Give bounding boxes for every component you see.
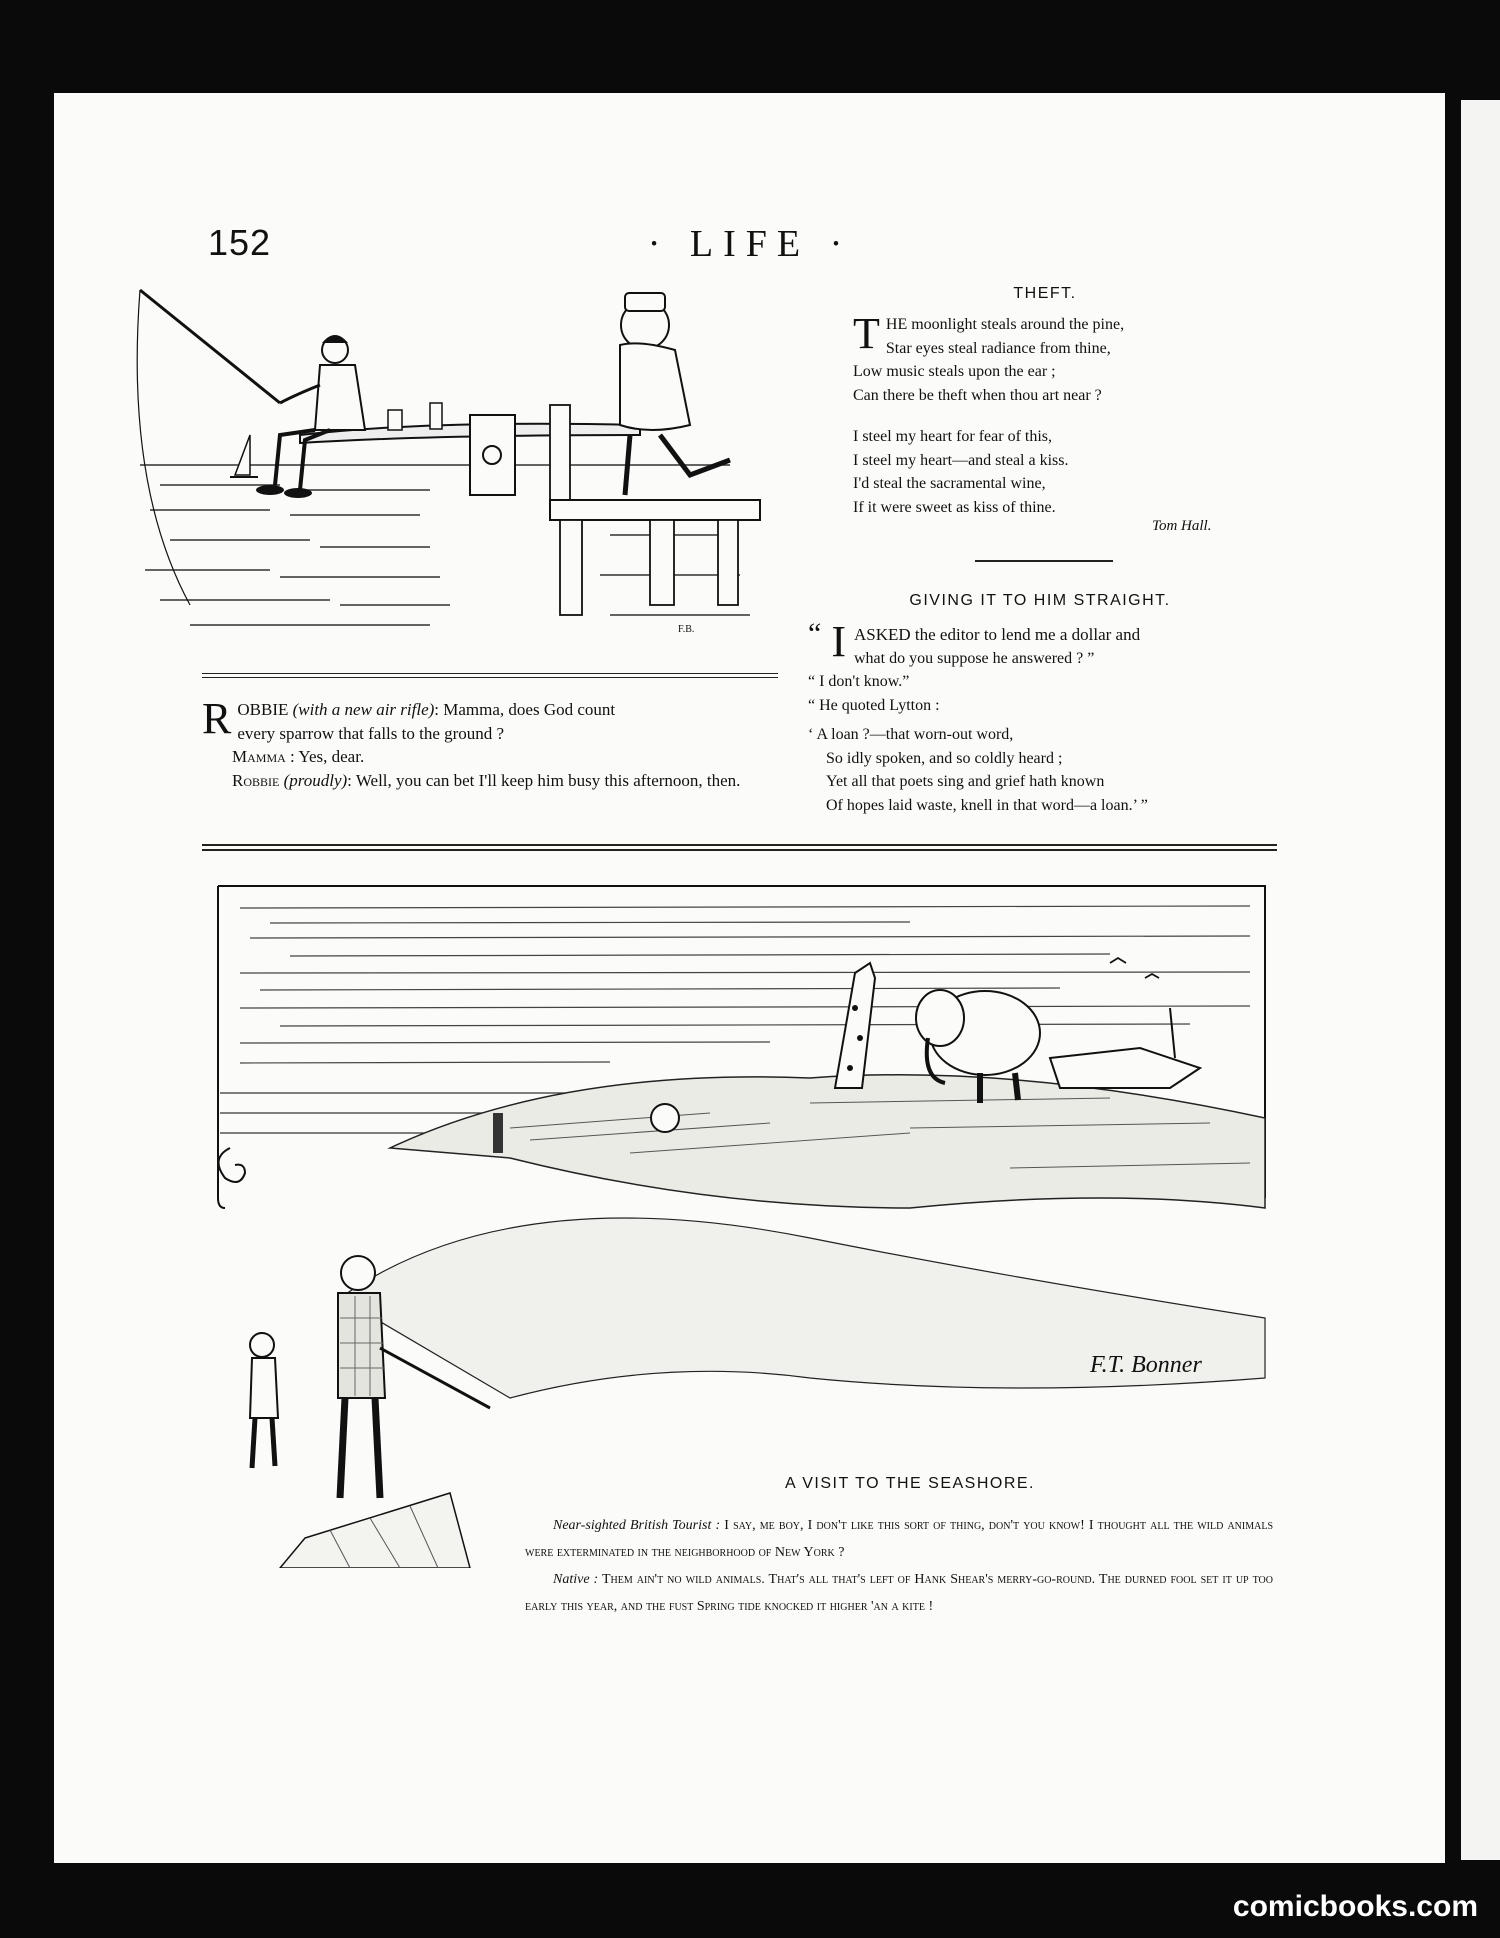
tourist-speaker: Near-sighted British Tourist : — [553, 1518, 721, 1533]
mamma-speaker: Mamma : — [232, 747, 295, 766]
theft-title: THEFT. — [1013, 285, 1077, 302]
poem-line: I steel my heart for fear of this, — [853, 428, 1053, 445]
poem-line: HE moonlight steals around the pine, — [885, 316, 1125, 333]
poem-line: Can there be theft when thou art near ? — [853, 386, 1102, 404]
theft-poem — [853, 309, 1253, 519]
robbie-line-2: every sparrow that falls to the ground ? — [237, 723, 505, 743]
straight-dropcap: I — [831, 617, 846, 666]
poem-line: I'd steal the sacramental wine, — [853, 475, 1046, 492]
robbie-speaker-2: Robbie — [232, 770, 280, 790]
robbie-joke — [202, 694, 780, 792]
theft-author: Tom Hall. — [1152, 518, 1212, 534]
straight-text — [808, 617, 1278, 817]
page-number: 152 — [208, 222, 272, 263]
watermark-comicbooks: comicbooks.com — [1232, 1890, 1478, 1923]
artist-signature-fishing: F.B. — [678, 624, 695, 635]
prose-line: ASKED the editor to lend me a dollar and — [853, 625, 1141, 644]
poem-line: Star eyes steal radiance from thine, — [885, 339, 1111, 357]
native-speaker: Native : — [553, 1572, 599, 1587]
native-line: Them ain't no wild animals. That's all that's left of Hank Shear's merry-go-round. The durned fool set it up too early this year, and the fust Spring tide knocked it higher 'an a kite ! — [525, 1572, 1273, 1614]
seashore-dialogue — [525, 1512, 1273, 1620]
poem-line: I steel my heart—and steal a kiss. — [853, 451, 1069, 469]
tourist-line: I say, me boy, I don't like this sort of thing, don't you know! I thought all the wild animals were exterminated in the neighborhood of New York ? — [525, 1518, 1274, 1560]
straight-open-quote: “ — [808, 617, 822, 650]
robbie-final-line: : Well, you can bet I'll keep him busy this afternoon, then. — [347, 770, 741, 790]
straight-title: GIVING IT TO HIM STRAIGHT. — [909, 592, 1171, 609]
page-divider-bottom — [202, 849, 1277, 851]
robbie-line: : Mamma, does God count — [434, 700, 616, 719]
prose-line: “ He quoted Lytton : — [808, 696, 940, 714]
fishing-cartoon-illustration — [130, 285, 770, 645]
poem-line: If it were sweet as kiss of thine. — [853, 498, 1056, 516]
facing-page-edge — [1461, 100, 1500, 1860]
robbie-stage-direction: (with a new air rifle) — [292, 700, 435, 719]
theft-dropcap: T — [853, 309, 880, 358]
robbie-speaker: OBBIE — [237, 700, 289, 719]
poem-line: Low music steals upon the ear ; — [853, 363, 1056, 380]
section-divider-short — [975, 560, 1113, 562]
prose-line: what do you suppose he answered ? ” — [853, 649, 1095, 667]
quote-line: ‘ A loan ?—that worn-out word, — [808, 726, 1014, 743]
robbie-dropcap: R — [202, 694, 232, 743]
quote-line: Yet all that poets sing and grief hath known — [826, 773, 1105, 790]
quote-line: So idly spoken, and so coldly heard ; — [826, 749, 1063, 767]
seashore-title: A VISIT TO THE SEASHORE. — [785, 1475, 1035, 1492]
robbie-divider-top — [202, 673, 778, 674]
artist-signature-seashore: F.T. Bonner — [1090, 1352, 1202, 1378]
robbie-divider-bottom — [202, 677, 778, 678]
mamma-line: Yes, dear. — [298, 747, 365, 766]
seashore-illustration — [210, 878, 1275, 1568]
page-divider-top — [202, 844, 1277, 846]
prose-line: “ I don't know.” — [808, 673, 910, 690]
quote-line: Of hopes laid waste, knell in that word—a loan.’ ” — [826, 796, 1148, 814]
robbie-stage-direction-2: (proudly) — [283, 770, 348, 790]
masthead-life: · LIFE · — [647, 223, 853, 265]
